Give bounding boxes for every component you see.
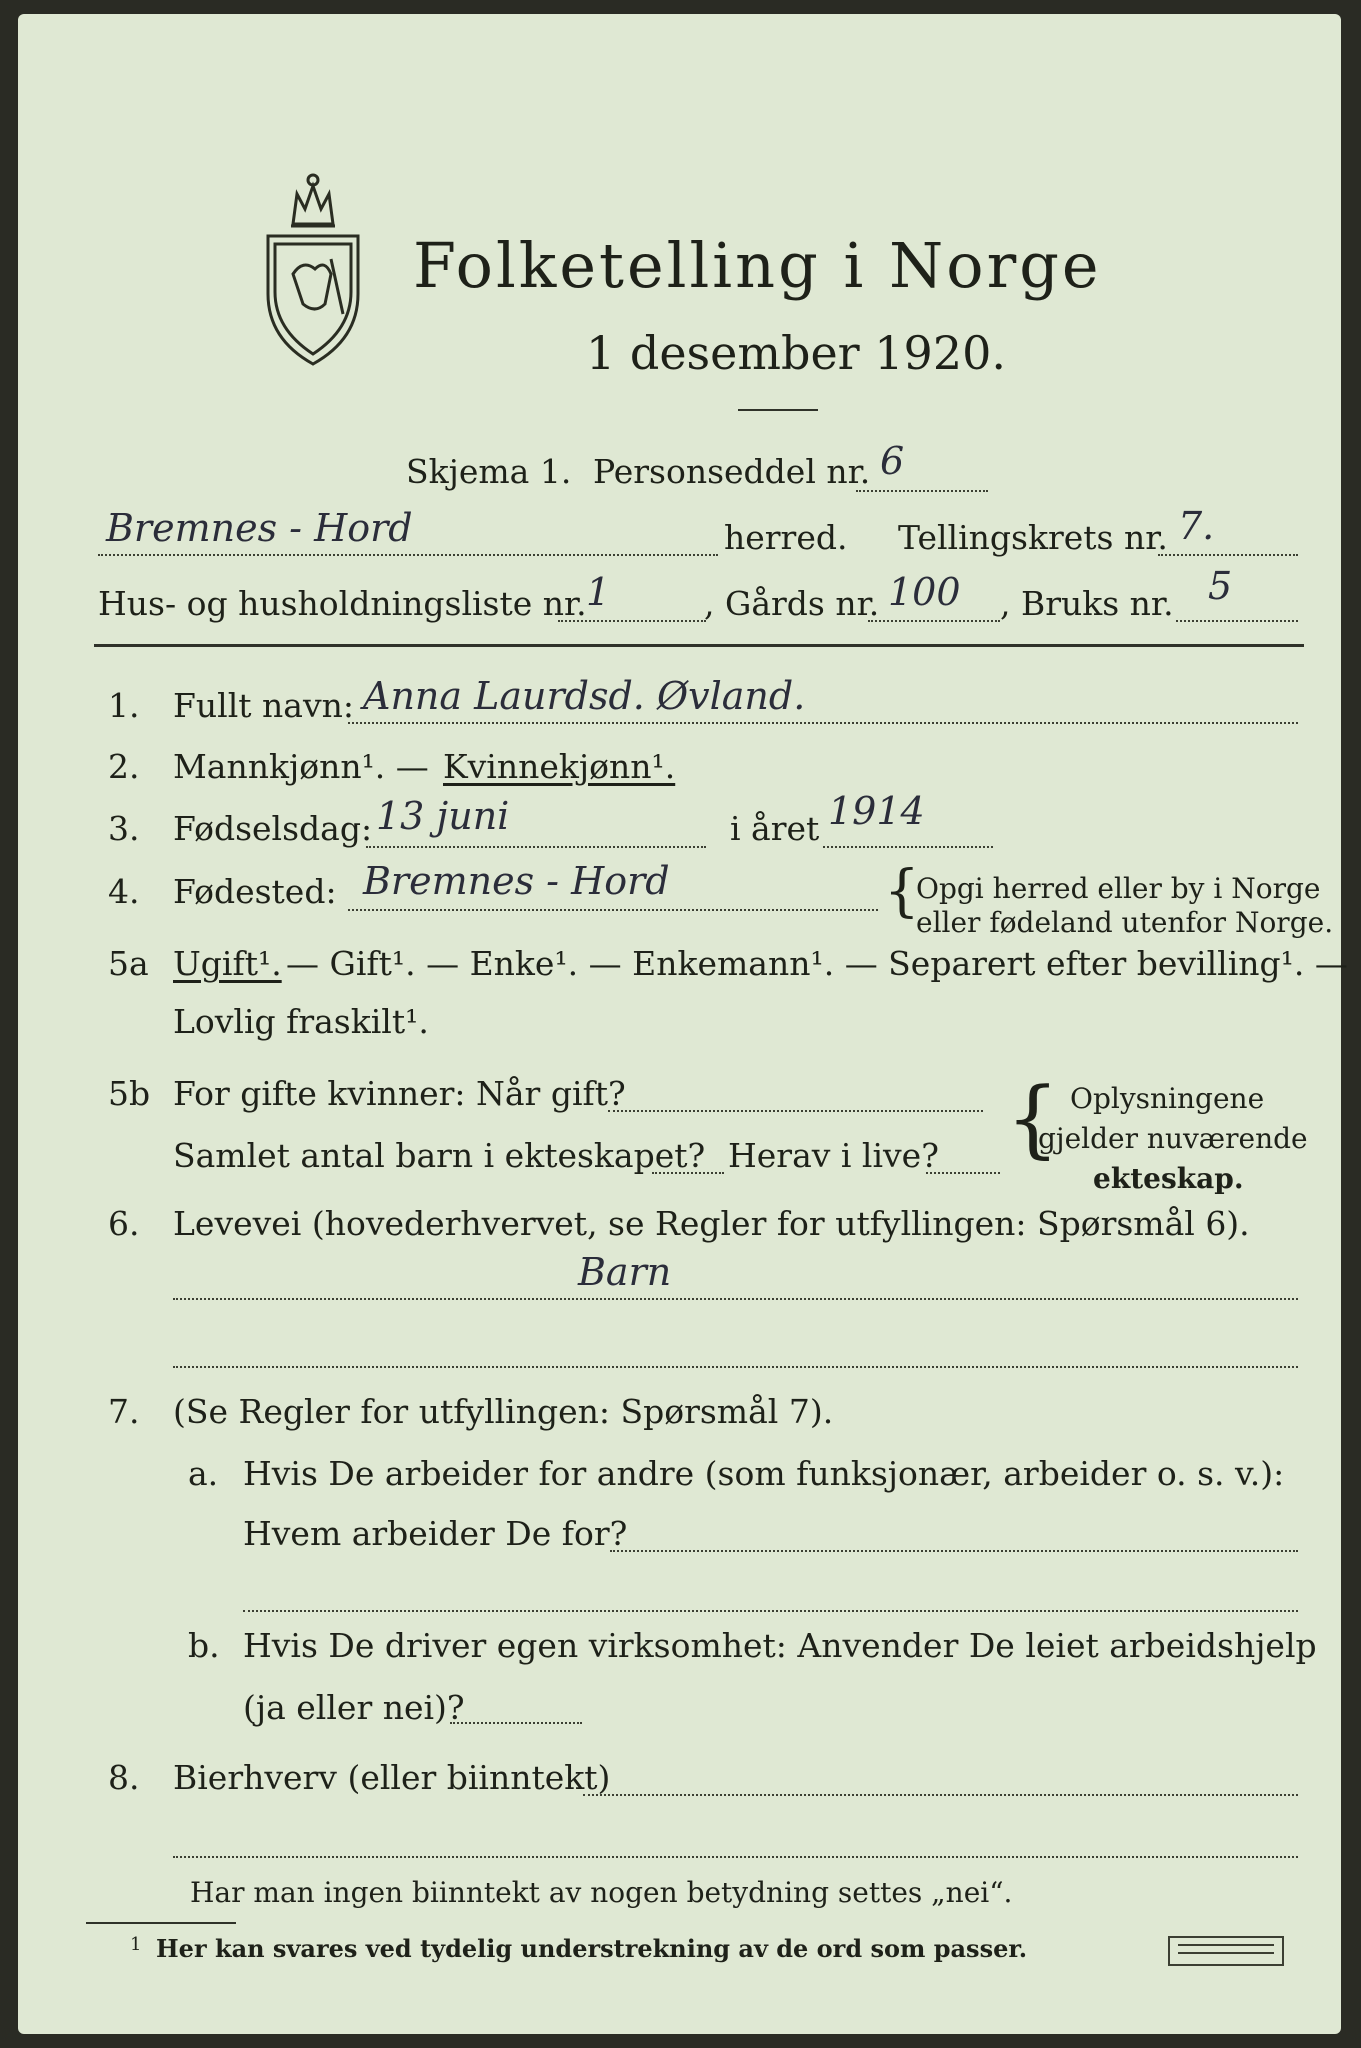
birthplace-label: Fødested:	[173, 872, 337, 911]
occupation-value[interactable]: Barn	[578, 1250, 672, 1294]
q8-number: 8.	[108, 1758, 140, 1797]
employer-field[interactable]	[610, 1550, 1298, 1552]
footnote-rule	[86, 1922, 236, 1924]
footnote-mark: 1	[130, 1934, 142, 1955]
personseddel-label: Personseddel nr.	[593, 452, 871, 491]
q7b-letter: b.	[188, 1626, 220, 1665]
full-name-label: Fullt navn:	[173, 686, 354, 725]
personseddel-value[interactable]: 6	[880, 439, 905, 483]
bruks-value[interactable]: 5	[1208, 564, 1233, 608]
male-option[interactable]: Mannkjønn¹. —	[173, 747, 429, 786]
female-option[interactable]: Kvinnekjønn¹.	[443, 747, 676, 786]
full-name-value[interactable]: Anna Laurdsd. Øvland.	[363, 674, 806, 718]
birth-year-label: i året	[730, 809, 820, 848]
tellingskrets-label: Tellingskrets nr.	[898, 518, 1168, 557]
coat-of-arms-icon	[253, 164, 373, 374]
hus-label: Hus- og husholdningsliste nr.	[98, 584, 587, 623]
title-divider	[738, 409, 818, 411]
occupation-label: Levevei (hovederhvervet, se Regler for utfyllingen: Spørsmål 6).	[173, 1204, 1250, 1243]
brace-icon: {	[884, 859, 920, 924]
brace-icon: {	[1006, 1069, 1060, 1167]
q1-number: 1.	[108, 686, 140, 725]
hus-value[interactable]: 1	[586, 570, 611, 614]
marital-options[interactable]: — Gift¹. — Enke¹. — Enkemann¹. — Separert efter bevilling¹. —	[286, 944, 1348, 983]
married-when-label: For gifte kvinner: Når gift?	[173, 1074, 626, 1113]
q7b-label-1: Hvis De driver egen virksomhet: Anvender De leiet arbeidshjelp	[243, 1626, 1317, 1665]
divorced-option[interactable]: Lovlig fraskilt¹.	[173, 1002, 429, 1041]
birth-year-value[interactable]: 1914	[828, 789, 925, 833]
marriage-note-1: Oplysningene	[1070, 1082, 1265, 1115]
side-income-field[interactable]	[583, 1794, 1298, 1796]
q6-number: 6.	[108, 1204, 140, 1243]
q5a-number: 5a	[108, 944, 149, 983]
q5b-number: 5b	[108, 1074, 151, 1113]
q7a-label-1: Hvis De arbeider for andre (som funksjonær, arbeider o. s. v.):	[243, 1454, 1285, 1493]
hired-help-label: (ja eller nei)?	[243, 1688, 465, 1727]
birthplace-note-1: Opgi herred eller by i Norge	[916, 872, 1321, 905]
marriage-note-2: gjelder nuværende	[1038, 1122, 1308, 1155]
q3-number: 3.	[108, 809, 140, 848]
q7-label: (Se Regler for utfyllingen: Spørsmål 7).	[173, 1392, 834, 1431]
q4-number: 4.	[108, 872, 140, 911]
q7a-letter: a.	[188, 1454, 219, 1493]
printer-stamp	[1168, 1936, 1284, 1966]
skjema-label: Skjema 1.	[406, 452, 572, 491]
gards-value[interactable]: 100	[888, 570, 961, 614]
form-title: Folketelling i Norge	[413, 229, 1102, 302]
birthplace-value[interactable]: Bremnes - Hord	[363, 859, 670, 903]
birthplace-note-2: eller fødeland utenfor Norge.	[916, 906, 1334, 939]
side-income-label: Bierhverv (eller biinntekt)	[173, 1758, 611, 1797]
birthday-label: Fødselsdag:	[173, 809, 373, 848]
unmarried-option[interactable]: Ugift¹.	[173, 944, 282, 983]
bruks-label: , Bruks nr.	[1000, 584, 1174, 623]
gards-label: , Gårds nr.	[704, 584, 880, 623]
census-form-sheet	[18, 14, 1348, 2034]
side-income-note: Har man ingen biinntekt av nogen betydning settes „nei“.	[190, 1876, 1013, 1909]
q2-number: 2.	[108, 747, 140, 786]
hired-help-field[interactable]	[450, 1722, 582, 1724]
herred-label: herred.	[724, 518, 848, 557]
children-alive-label: Herav i live?	[728, 1136, 939, 1175]
marriage-note-3: ekteskap.	[1093, 1162, 1244, 1195]
children-total-label: Samlet antal barn i ekteskapet?	[173, 1136, 706, 1175]
form-date: 1 desember 1920.	[586, 326, 1006, 380]
footnote-text: Her kan svares ved tydelig understrekning av de ord som passer.	[156, 1934, 1028, 1963]
birthday-value[interactable]: 13 juni	[376, 794, 510, 838]
employer-label: Hvem arbeider De for?	[243, 1514, 628, 1553]
herred-value[interactable]: Bremnes - Hord	[106, 506, 413, 550]
header-rule	[94, 644, 1304, 647]
tellingskrets-value[interactable]: 7.	[1178, 504, 1215, 548]
q7-number: 7.	[108, 1392, 140, 1431]
